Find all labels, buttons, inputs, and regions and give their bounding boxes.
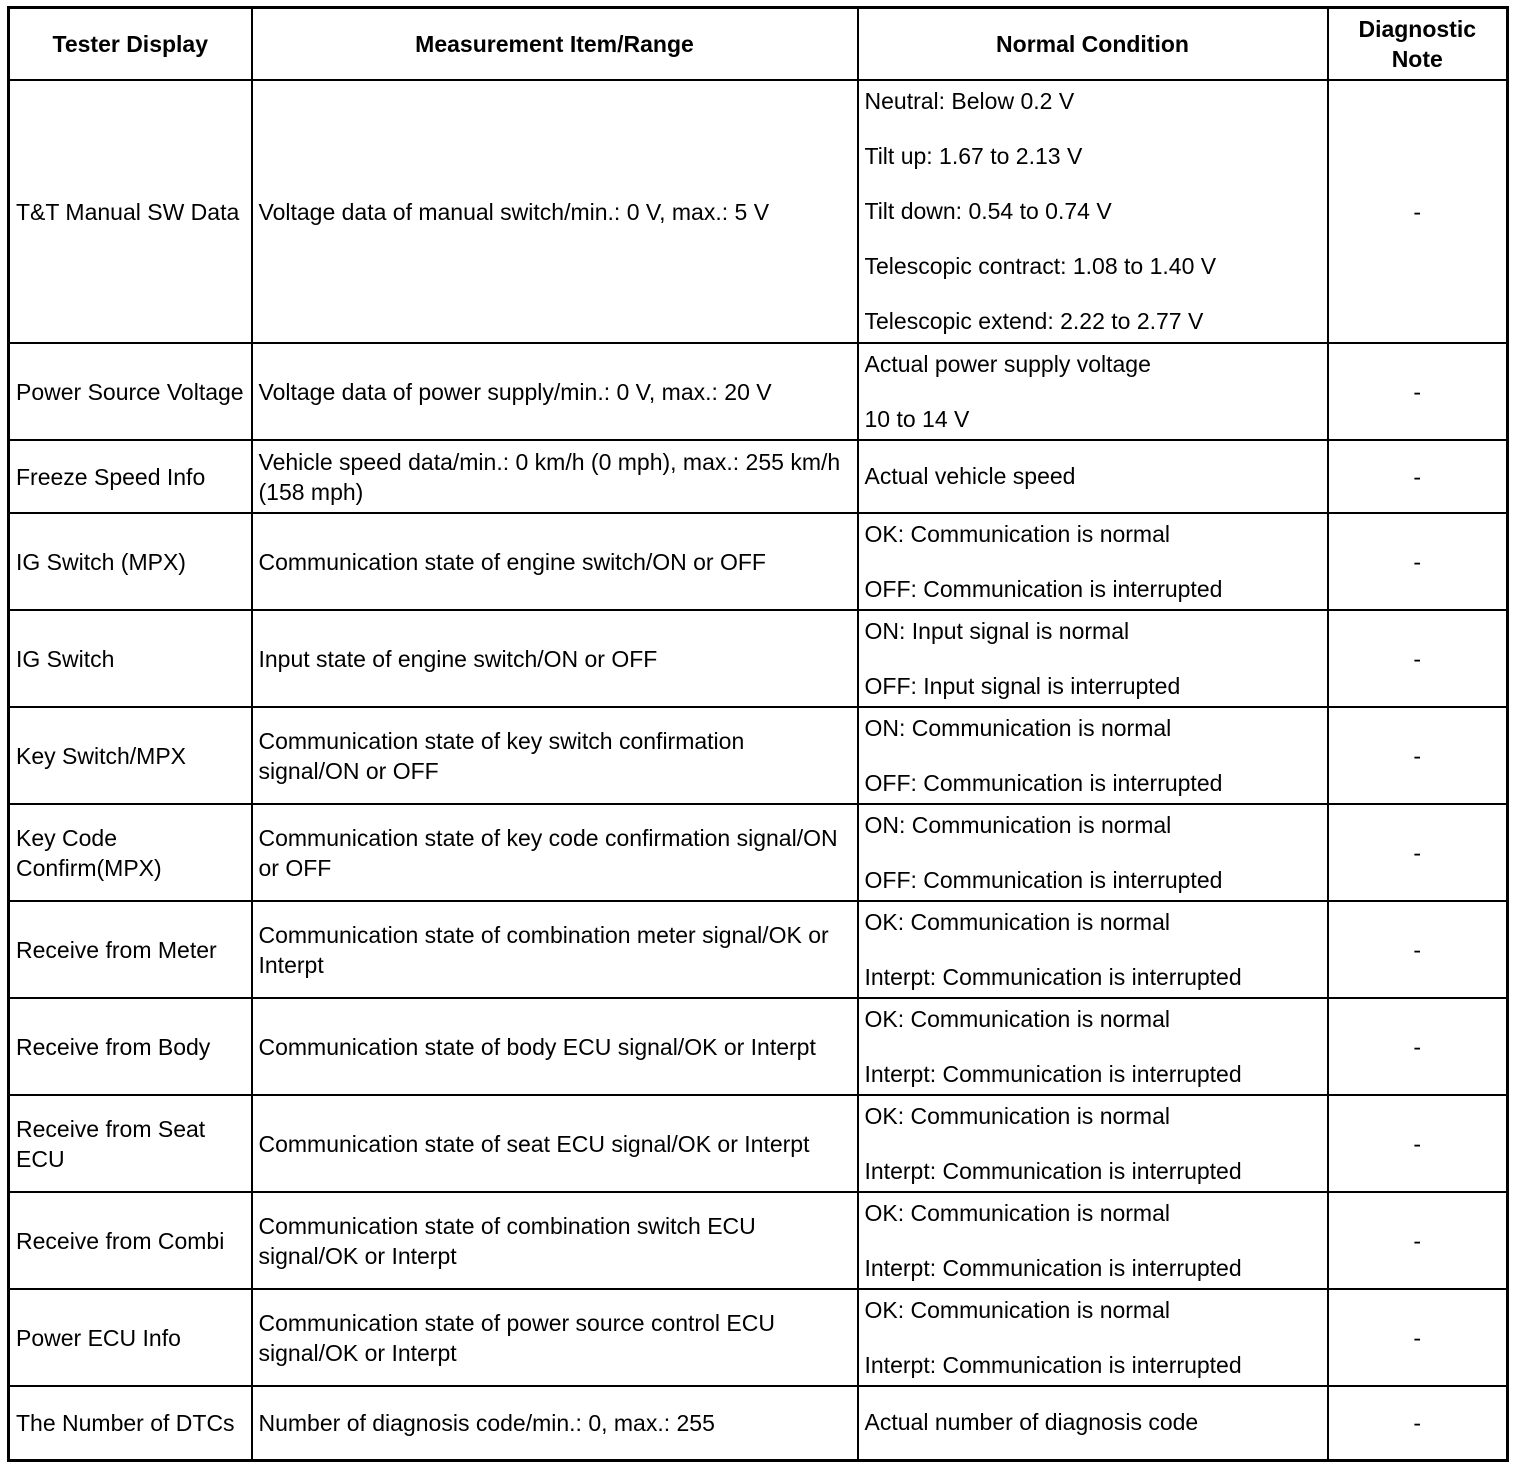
condition-line: OFF: Communication is interrupted bbox=[864, 769, 1223, 796]
cell-tester-display: Power ECU Info bbox=[9, 1289, 252, 1386]
cell-normal-condition bbox=[858, 610, 1328, 707]
condition-line: OFF: Communication is interrupted bbox=[864, 575, 1223, 602]
cell-measurement-item: Communication state of key switch confirmation signal/ON or OFF bbox=[252, 707, 858, 804]
condition-line: 10 to 14 V bbox=[864, 405, 970, 432]
cell-normal-condition bbox=[858, 80, 1328, 343]
cell-measurement-item: Communication state of combination switch ECU signal/OK or Interpt bbox=[252, 1192, 858, 1289]
cell-normal-condition bbox=[858, 343, 1328, 440]
condition-line: OK: Communication is normal bbox=[864, 520, 1170, 547]
condition-line: Tilt up: 1.67 to 2.13 V bbox=[864, 143, 1083, 169]
cell-diagnostic-note: - bbox=[1328, 80, 1508, 343]
cell-normal-condition bbox=[858, 998, 1328, 1095]
table-row bbox=[9, 901, 1508, 998]
cell-normal-condition bbox=[858, 1386, 1328, 1460]
data-list-table bbox=[7, 6, 1509, 1462]
condition-line: ON: Communication is normal bbox=[864, 811, 1172, 838]
cell-normal-condition bbox=[858, 1192, 1328, 1289]
table-row bbox=[9, 1289, 1508, 1386]
cell-diagnostic-note: - bbox=[1328, 1289, 1508, 1386]
cell-normal-condition bbox=[858, 1095, 1328, 1192]
condition-line: Interpt: Communication is interrupted bbox=[864, 1254, 1242, 1281]
cell-tester-display: Key Switch/MPX bbox=[9, 707, 252, 804]
cell-diagnostic-note: - bbox=[1328, 1386, 1508, 1460]
cell-measurement-item: Communication state of seat ECU signal/OK or Interpt bbox=[252, 1095, 858, 1192]
condition-line: Actual vehicle speed bbox=[864, 463, 1076, 489]
table-row bbox=[9, 343, 1508, 440]
cell-tester-display: Power Source Voltage bbox=[9, 343, 252, 440]
condition-line: Interpt: Communication is interrupted bbox=[864, 963, 1242, 990]
cell-measurement-item: Voltage data of power supply/min.: 0 V, max.: 20 V bbox=[252, 343, 858, 440]
condition-line: OK: Communication is normal bbox=[864, 1102, 1170, 1129]
condition-line: Neutral: Below 0.2 V bbox=[864, 88, 1075, 114]
table-row bbox=[9, 1386, 1508, 1460]
cell-normal-condition bbox=[858, 707, 1328, 804]
cell-diagnostic-note: - bbox=[1328, 707, 1508, 804]
table-row bbox=[9, 1095, 1508, 1192]
condition-line: Interpt: Communication is interrupted bbox=[864, 1157, 1242, 1184]
condition-line: OFF: Input signal is interrupted bbox=[864, 672, 1181, 699]
cell-tester-display: IG Switch (MPX) bbox=[9, 513, 252, 610]
cell-normal-condition bbox=[858, 804, 1328, 901]
condition-line: Tilt down: 0.54 to 0.74 V bbox=[864, 198, 1112, 224]
condition-line: Telescopic extend: 2.22 to 2.77 V bbox=[864, 308, 1204, 334]
cell-diagnostic-note: - bbox=[1328, 1095, 1508, 1192]
cell-tester-display: T&T Manual SW Data bbox=[9, 80, 252, 343]
cell-normal-condition bbox=[858, 1289, 1328, 1386]
cell-diagnostic-note: - bbox=[1328, 1192, 1508, 1289]
header-measurement-item: Measurement Item/Range bbox=[252, 8, 858, 81]
cell-tester-display: Receive from Combi bbox=[9, 1192, 252, 1289]
table-row bbox=[9, 513, 1508, 610]
cell-tester-display: The Number of DTCs bbox=[9, 1386, 252, 1460]
condition-line: Telescopic contract: 1.08 to 1.40 V bbox=[864, 253, 1217, 279]
condition-line: OFF: Communication is interrupted bbox=[864, 866, 1223, 893]
document-page bbox=[7, 6, 1509, 1462]
cell-measurement-item: Number of diagnosis code/min.: 0, max.: 255 bbox=[252, 1386, 858, 1460]
cell-tester-display: Key Code Confirm(MPX) bbox=[9, 804, 252, 901]
condition-line: Interpt: Communication is interrupted bbox=[864, 1060, 1242, 1087]
cell-tester-display: IG Switch bbox=[9, 610, 252, 707]
cell-normal-condition bbox=[858, 513, 1328, 610]
cell-measurement-item: Communication state of key code confirmation signal/ON or OFF bbox=[252, 804, 858, 901]
cell-measurement-item: Communication state of engine switch/ON or OFF bbox=[252, 513, 858, 610]
condition-line: OK: Communication is normal bbox=[864, 1005, 1170, 1032]
cell-measurement-item: Communication state of power source control ECU signal/OK or Interpt bbox=[252, 1289, 858, 1386]
condition-line: OK: Communication is normal bbox=[864, 1296, 1170, 1323]
cell-tester-display: Freeze Speed Info bbox=[9, 440, 252, 513]
condition-line: ON: Communication is normal bbox=[864, 714, 1172, 741]
table-row bbox=[9, 80, 1508, 343]
table-row bbox=[9, 804, 1508, 901]
cell-tester-display: Receive from Seat ECU bbox=[9, 1095, 252, 1192]
table-body bbox=[9, 80, 1508, 1460]
table-row bbox=[9, 440, 1508, 513]
cell-diagnostic-note: - bbox=[1328, 343, 1508, 440]
header-diagnostic-note: Diagnostic Note bbox=[1328, 8, 1508, 81]
cell-diagnostic-note: - bbox=[1328, 998, 1508, 1095]
cell-normal-condition bbox=[858, 901, 1328, 998]
cell-diagnostic-note: - bbox=[1328, 440, 1508, 513]
cell-normal-condition bbox=[858, 440, 1328, 513]
cell-measurement-item: Communication state of body ECU signal/OK or Interpt bbox=[252, 998, 858, 1095]
cell-measurement-item: Voltage data of manual switch/min.: 0 V, max.: 5 V bbox=[252, 80, 858, 343]
cell-diagnostic-note: - bbox=[1328, 901, 1508, 998]
cell-tester-display: Receive from Body bbox=[9, 998, 252, 1095]
cell-diagnostic-note: - bbox=[1328, 610, 1508, 707]
table-row bbox=[9, 707, 1508, 804]
table-header-row bbox=[9, 8, 1508, 81]
condition-line: Actual number of diagnosis code bbox=[864, 1409, 1199, 1436]
header-tester-display: Tester Display bbox=[9, 8, 252, 81]
header-normal-condition: Normal Condition bbox=[858, 8, 1328, 81]
cell-measurement-item: Input state of engine switch/ON or OFF bbox=[252, 610, 858, 707]
table-row bbox=[9, 1192, 1508, 1289]
table-row bbox=[9, 610, 1508, 707]
condition-line: ON: Input signal is normal bbox=[864, 617, 1130, 644]
table-row bbox=[9, 998, 1508, 1095]
condition-line: Actual power supply voltage bbox=[864, 350, 1151, 377]
cell-diagnostic-note: - bbox=[1328, 804, 1508, 901]
condition-line: OK: Communication is normal bbox=[864, 1199, 1170, 1226]
cell-measurement-item: Communication state of combination meter signal/OK or Interpt bbox=[252, 901, 858, 998]
condition-line: Interpt: Communication is interrupted bbox=[864, 1351, 1242, 1378]
cell-tester-display: Receive from Meter bbox=[9, 901, 252, 998]
cell-measurement-item: Vehicle speed data/min.: 0 km/h (0 mph), max.: 255 km/h (158 mph) bbox=[252, 440, 858, 513]
cell-diagnostic-note: - bbox=[1328, 513, 1508, 610]
condition-line: OK: Communication is normal bbox=[864, 908, 1170, 935]
